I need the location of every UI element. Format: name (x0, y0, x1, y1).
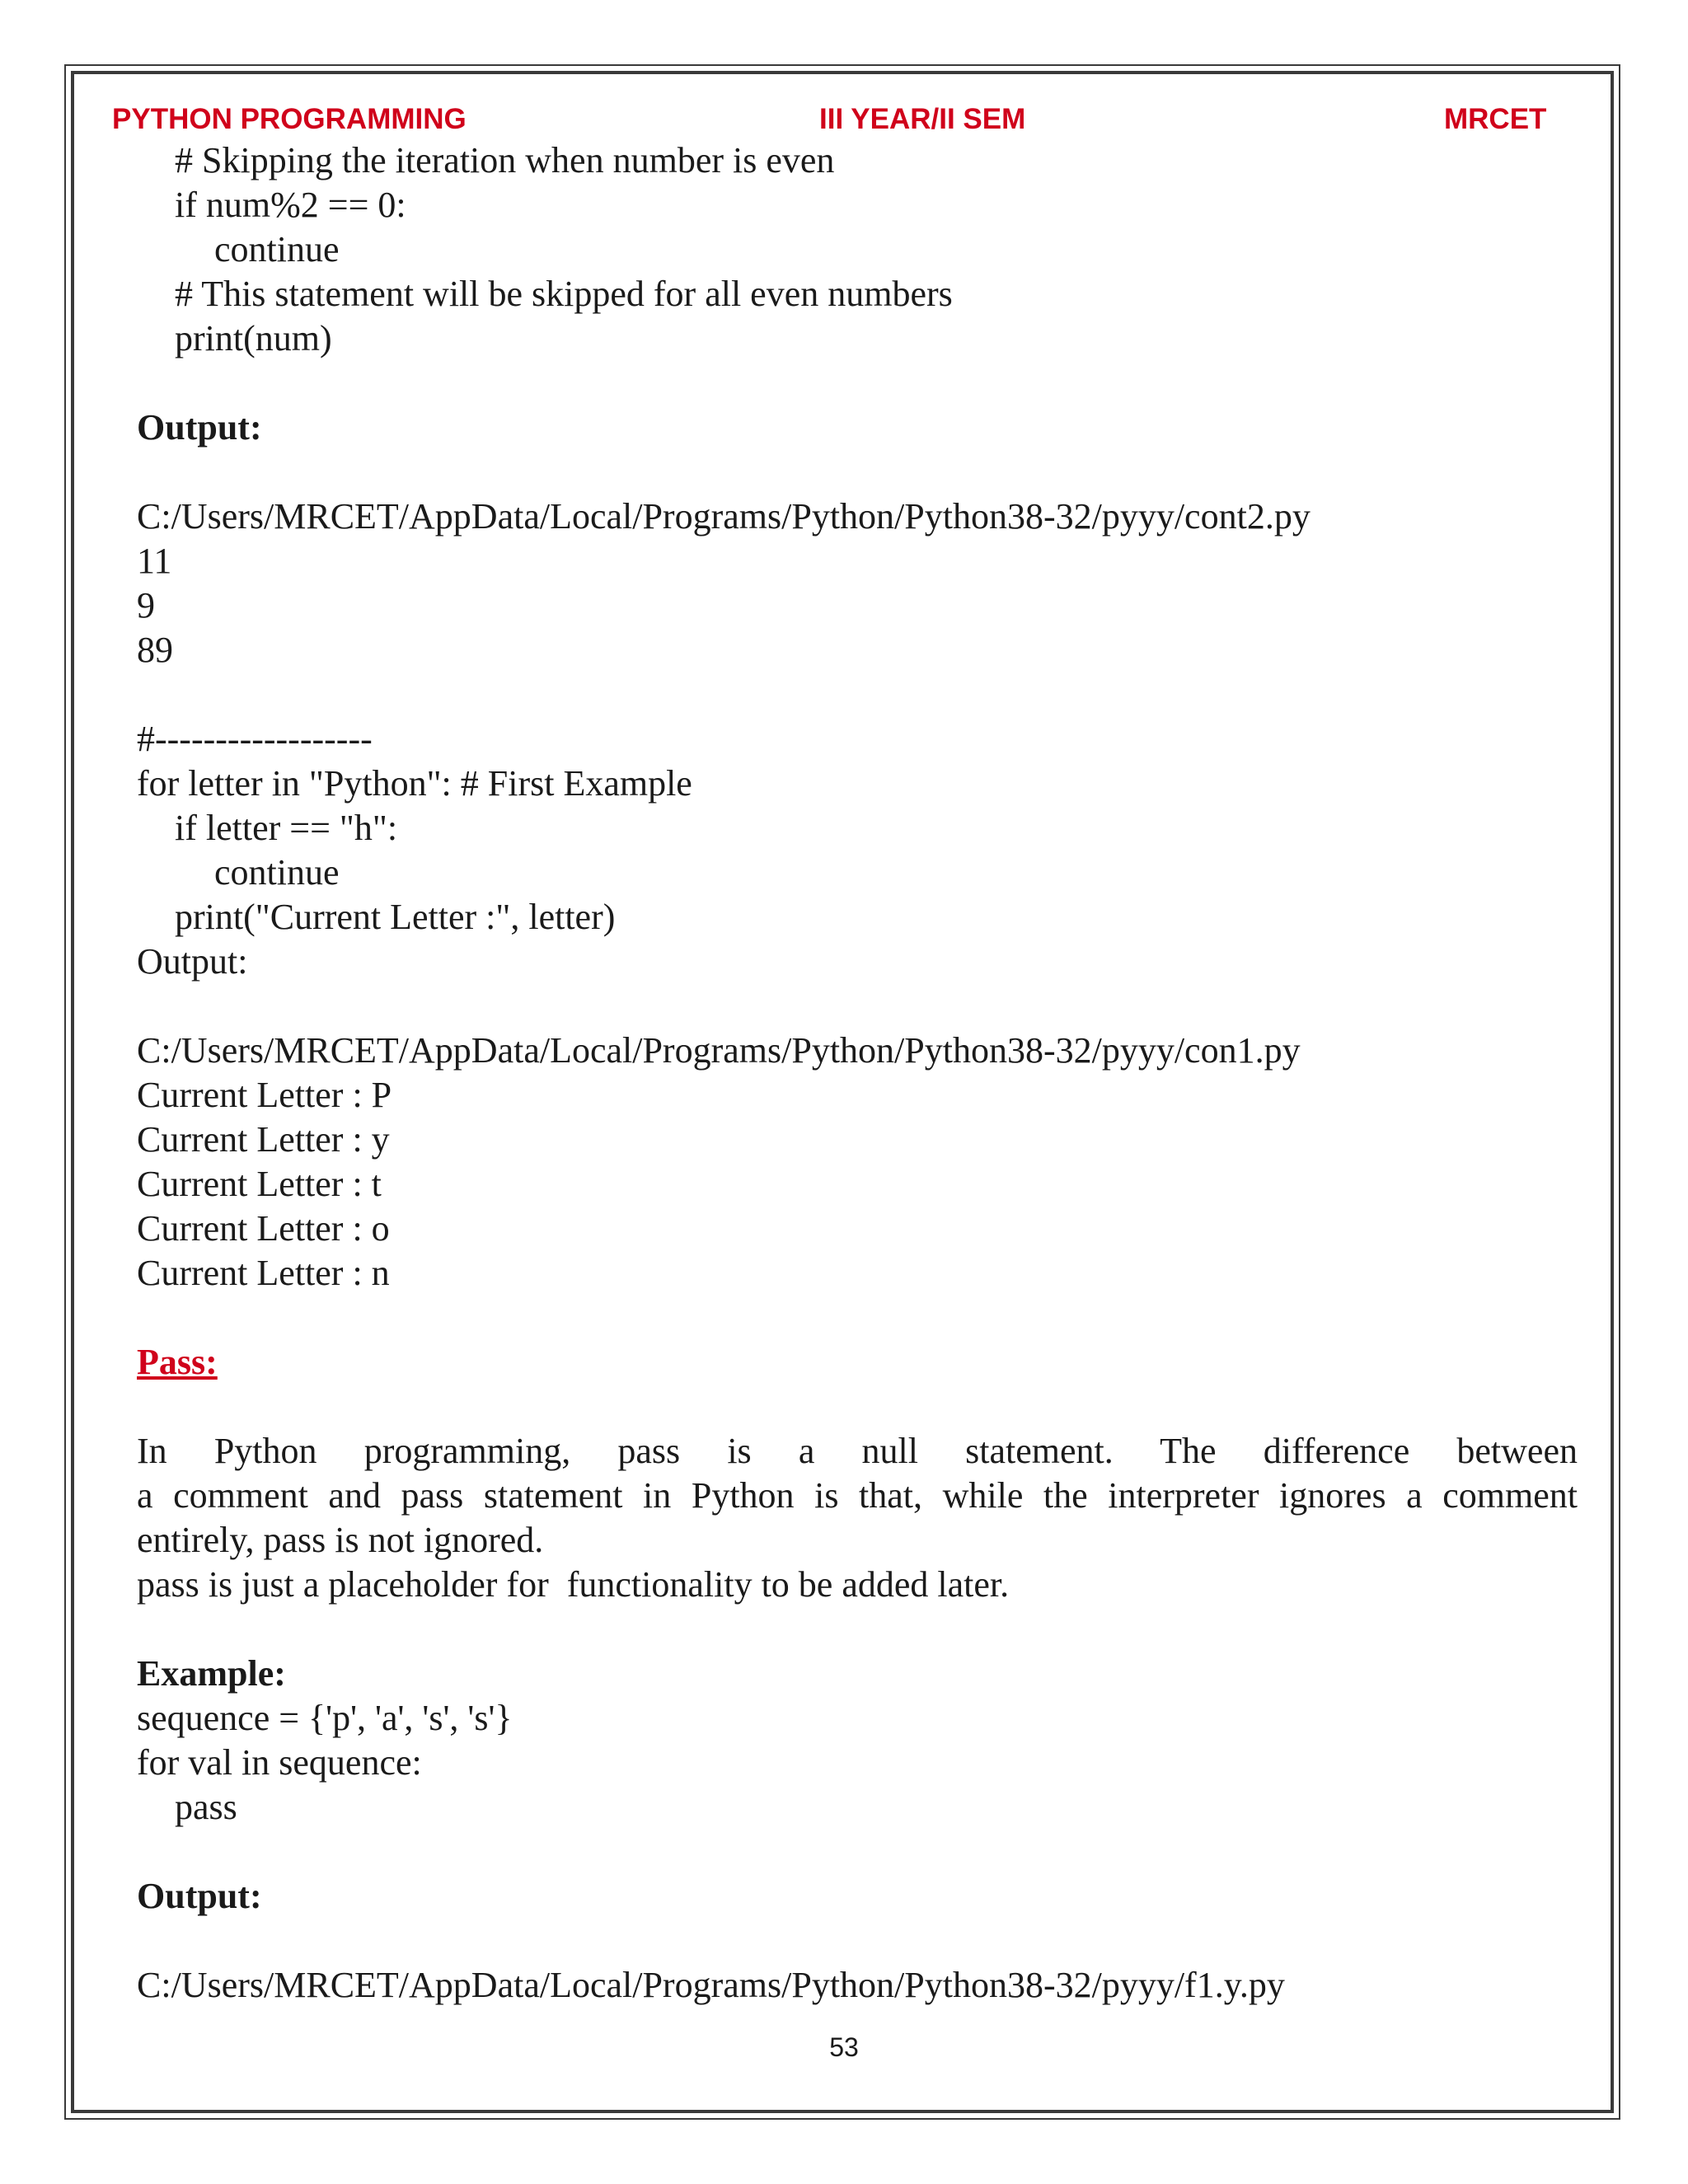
code-line: continue (214, 852, 340, 893)
spacer (137, 984, 1578, 1029)
output-heading: Output: (137, 1876, 262, 1916)
code-line: continue (214, 229, 340, 269)
header-institution: MRCET (1444, 103, 1547, 135)
output-label: Output: (137, 941, 248, 982)
page-content (137, 138, 1578, 2008)
paragraph-line: In Python programming, pass is a null statement. The difference between (137, 1431, 1578, 1471)
output-line: C:/Users/MRCET/AppData/Local/Programs/Python/Python38-32/pyyy/f1.y.py (137, 1965, 1285, 2005)
code-line: if letter == "h": (175, 808, 398, 848)
pass-heading-text: Pass: (137, 1342, 218, 1382)
output-line: Current Letter : P (137, 1075, 392, 1115)
spacer (137, 1830, 1578, 1874)
spacer (137, 1385, 1578, 1429)
code-line: for val in sequence: (137, 1742, 422, 1783)
code-line: # Skipping the iteration when number is even (175, 140, 835, 180)
code-line: #------------------ (137, 719, 373, 759)
output-line: Current Letter : y (137, 1119, 390, 1160)
output-line: 11 (137, 541, 172, 581)
code-line: sequence = {'p', 'a', 's', 's'} (137, 1698, 513, 1738)
spacer (137, 1919, 1578, 1963)
spacer (137, 361, 1578, 405)
paragraph-line: a comment and pass statement in Python is that, while the interpreter ignores a comment (137, 1475, 1578, 1516)
output-line: 89 (137, 630, 173, 670)
code-line: # This statement will be skipped for all even numbers (175, 274, 953, 314)
code-line: if num%2 == 0: (175, 185, 406, 225)
output-line: C:/Users/MRCET/AppData/Local/Programs/Python/Python38-32/pyyy/con1.py (137, 1030, 1301, 1071)
code-line: for letter in "Python": # First Example (137, 763, 692, 804)
output-line: 9 (137, 585, 155, 626)
output-line: Current Letter : n (137, 1253, 390, 1293)
code-line: print(num) (175, 318, 332, 359)
example-heading: Example: (137, 1653, 286, 1694)
code-line: pass (175, 1787, 237, 1827)
spacer (137, 1296, 1578, 1340)
paragraph-line: entirely, pass is not ignored. (137, 1520, 544, 1560)
spacer (137, 673, 1578, 717)
output-heading: Output: (137, 407, 262, 448)
spacer (137, 1607, 1578, 1652)
output-line: C:/Users/MRCET/AppData/Local/Programs/Python/Python38-32/pyyy/cont2.py (137, 496, 1311, 537)
header-course-title: PYTHON PROGRAMMING (112, 103, 467, 135)
output-line: Current Letter : t (137, 1164, 382, 1204)
output-line: Current Letter : o (137, 1208, 390, 1249)
pass-heading (137, 1340, 1578, 1385)
header-year-sem: III YEAR/II SEM (819, 103, 1026, 135)
spacer (137, 450, 1578, 494)
page-number: 53 (829, 2032, 859, 2062)
paragraph-line: pass is just a placeholder for functionality to be added later. (137, 1564, 1010, 1605)
code-line: print("Current Letter :", letter) (175, 897, 616, 937)
